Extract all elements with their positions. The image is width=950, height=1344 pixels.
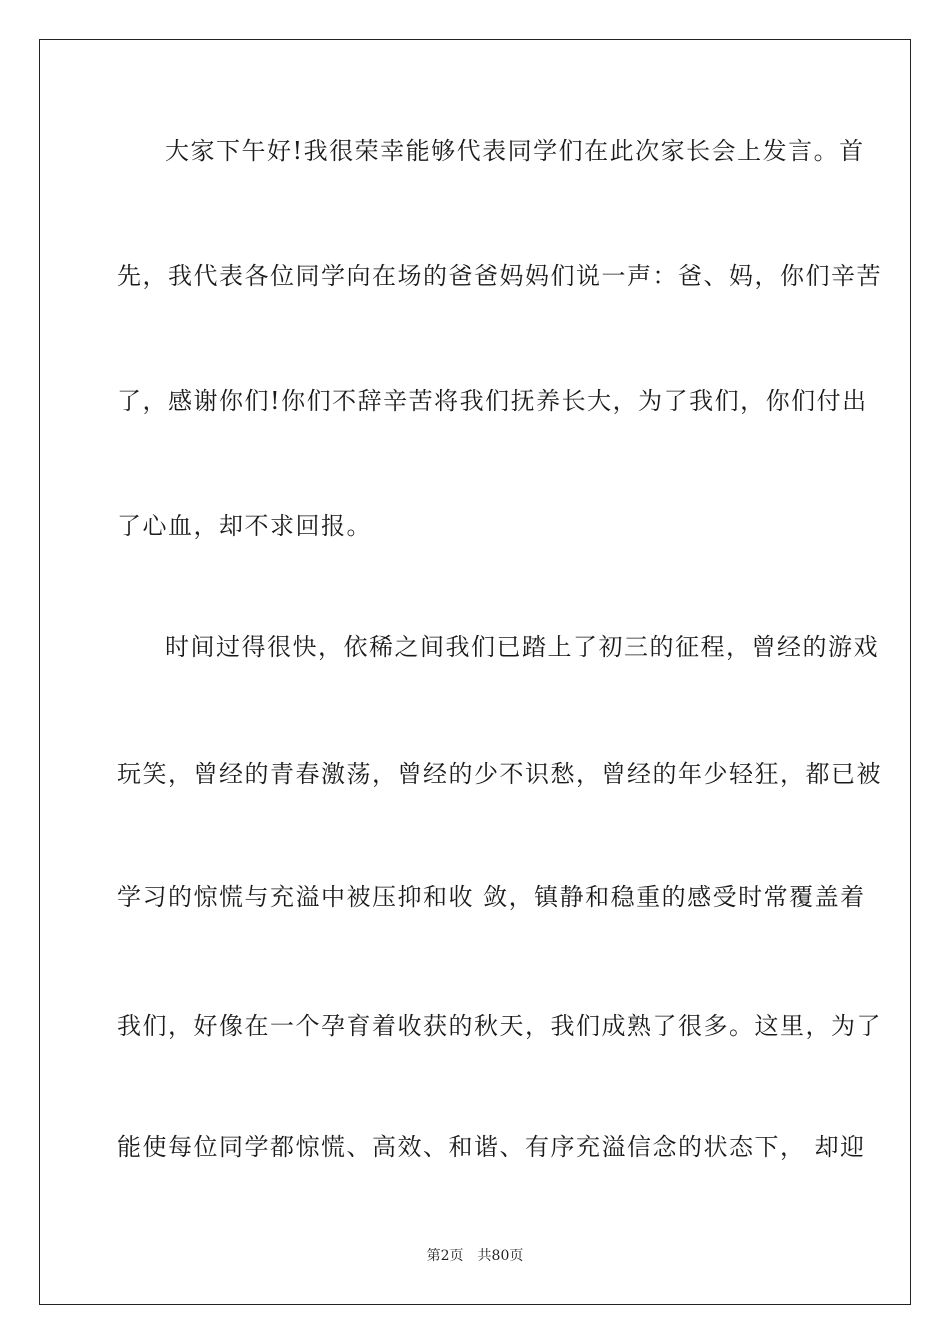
paragraph-2-line-3: 学习的惊慌与充溢中被压抑和收 敛，镇静和稳重的感受时常覆盖着 (117, 883, 866, 911)
paragraph-2-line-5: 能使每位同学都惊慌、高效、和谐、有序充溢信念的状态下， 却迎 (117, 1133, 866, 1161)
paragraph-1-line-2: 先，我代表各位同学向在场的爸爸妈妈们说一声：爸、妈，你们辛苦 (117, 262, 882, 290)
page-number: 第2页 (426, 1248, 464, 1264)
paragraph-1-line-1: 大家下午好!我很荣幸能够代表同学们在此次家长会上发言。首 (165, 137, 865, 165)
paragraph-2-line-2: 玩笑，曾经的青春激荡，曾经的少不识愁，曾经的年少轻狂，都已被 (117, 760, 882, 788)
page-footer (0, 1246, 950, 1266)
paragraph-2-line-4: 我们，好像在一个孕育着收获的秋天，我们成熟了很多。这里，为了 (117, 1012, 882, 1040)
page-border (39, 39, 911, 1305)
paragraph-1-line-4: 了心血，却不求回报。 (117, 512, 372, 540)
paragraph-2-line-1: 时间过得很快，依稀之间我们已踏上了初三的征程，曾经的游戏 (165, 633, 879, 661)
paragraph-1-line-3: 了，感谢你们!你们不辞辛苦将我们抚养长大，为了我们，你们付出 (117, 387, 868, 415)
page-total: 共80页 (477, 1248, 524, 1264)
